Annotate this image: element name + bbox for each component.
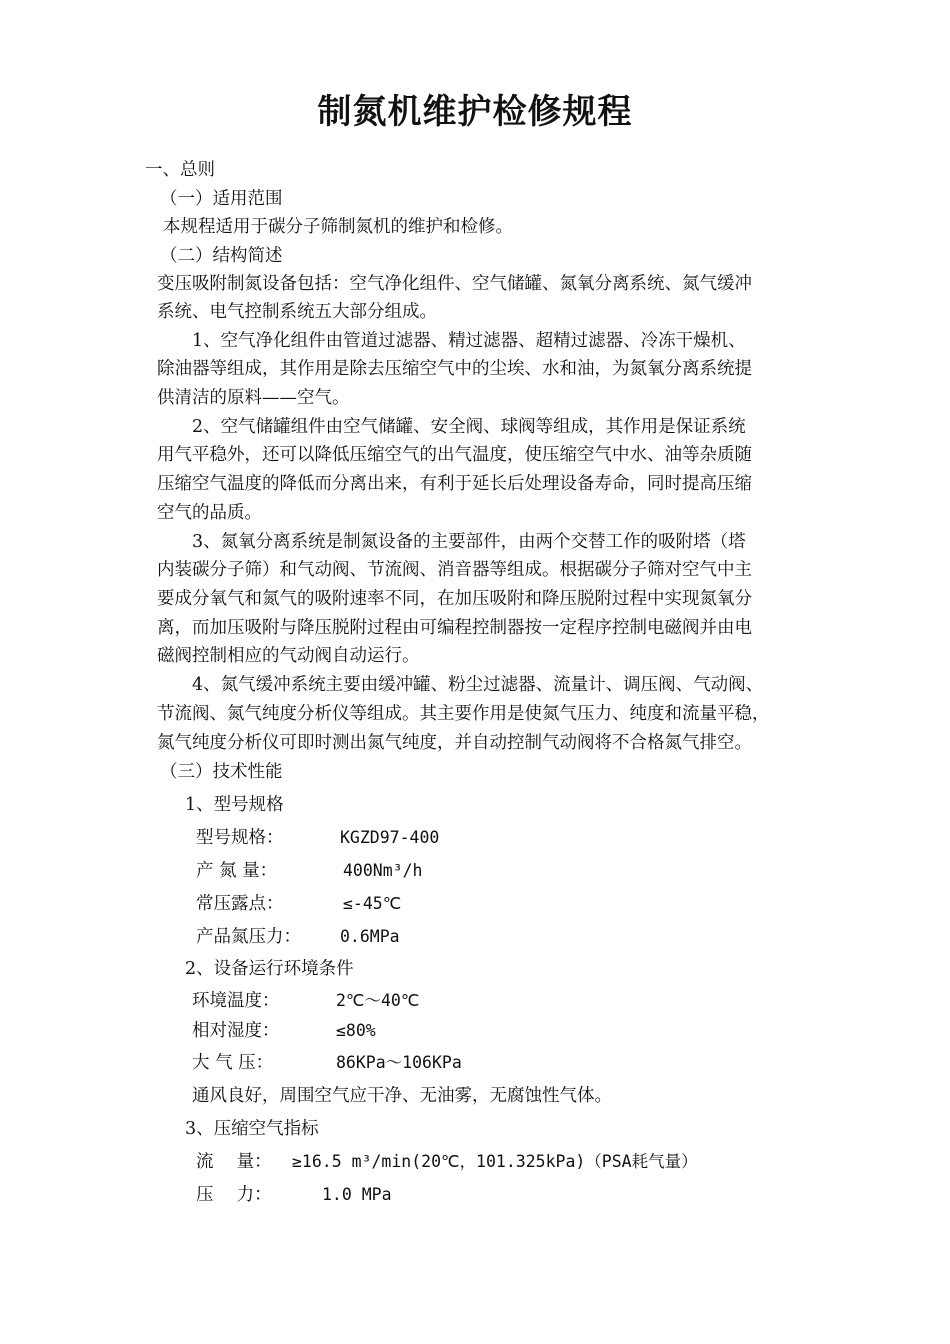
spec-label-dew-point: 常压露点：: [196, 894, 284, 914]
spec-value-model: KGZD97-400: [340, 828, 440, 847]
spec1-heading: 1、型号规格: [185, 795, 284, 815]
scope-text: 本规程适用于碳分子筛制氮机的维护和检修。: [163, 217, 513, 237]
spec-value-dew-point: ≤-45℃: [343, 894, 402, 913]
subheading-structure: （二）结构简述: [160, 246, 283, 266]
paragraph-2-line-1: 2、空气储罐组件由空气储罐、安全阀、球阀等组成，其作用是保证系统: [192, 417, 746, 437]
paragraph-2-line-3: 压缩空气温度的降低而分离出来，有利于延长后处理设备寿命，同时提高压缩: [157, 474, 752, 494]
spec-value-pressure: 1.0 MPa: [322, 1185, 392, 1204]
subheading-tech-performance: （三）技术性能: [160, 762, 283, 782]
paragraph-4-line-2: 节流阀、氮气纯度分析仪等组成。其主要作用是使氮气压力、纯度和流量平稳，: [157, 704, 770, 724]
spec-label-humidity: 相对湿度：: [192, 1021, 280, 1041]
paragraph-3-line-1: 3、氮氧分离系统是制氮设备的主要部件，由两个交替工作的吸附塔（塔: [192, 532, 746, 552]
spec2-heading: 2、设备运行环境条件: [185, 959, 354, 979]
paragraph-2-line-4: 空气的品质。: [157, 503, 262, 523]
paragraph-3-line-4: 离，而加压吸附与降压脱附过程由可编程控制器按一定程序控制电磁阀并由电: [157, 618, 752, 638]
spec3-heading: 3、压缩空气指标: [185, 1119, 319, 1139]
document-title: 制氮机维护检修规程: [317, 92, 633, 132]
intro-line-1: 变压吸附制氮设备包括：空气净化组件、空气储罐、氮氧分离系统、氮气缓冲: [157, 274, 752, 294]
paragraph-3-line-3: 要成分氧气和氮气的吸附速率不同，在加压吸附和降压脱附过程中实现氮氧分: [157, 589, 752, 609]
spec-label-pressure: 压 力：: [196, 1185, 272, 1205]
paragraph-1-line-2: 除油器等组成，其作用是除去压缩空气中的尘埃、水和油，为氮氧分离系统提: [157, 359, 752, 379]
paragraph-1-line-1: 1、空气净化组件由管道过滤器、精过滤器、超精过滤器、冷冻干燥机、: [192, 331, 746, 351]
paragraph-1-line-3: 供清洁的原料——空气。: [157, 388, 350, 408]
paragraph-4-line-1: 4、氮气缓冲系统主要由缓冲罐、粉尘过滤器、流量计、调压阀、气动阀、: [192, 675, 764, 695]
paragraph-2-line-2: 用气平稳外，还可以降低压缩空气的出气温度，使压缩空气中水、油等杂质随: [157, 445, 752, 465]
spec-value-flow: ≥16.5 m³/min(20℃，101.325kPa)（PSA耗气量）: [292, 1152, 698, 1171]
intro-line-2: 系统、电气控制系统五大部分组成。: [157, 302, 437, 322]
spec-label-ambient-temp: 环境温度：: [192, 991, 280, 1011]
spec-label-atm-pressure: 大 气 压：: [192, 1053, 274, 1073]
subheading-scope: （一）适用范围: [160, 189, 283, 209]
spec-value-humidity: ≤80%: [336, 1021, 376, 1040]
spec2-note: 通风良好，周围空气应干净、无油雾，无腐蚀性气体。: [192, 1086, 612, 1106]
spec-label-product-pressure: 产品氮压力：: [196, 927, 301, 947]
paragraph-3-line-5: 磁阀控制相应的气动阀自动运行。: [157, 646, 420, 666]
spec-value-product-pressure: 0.6MPa: [340, 927, 400, 946]
spec-value-ambient-temp: 2℃～40℃: [336, 991, 420, 1010]
spec-label-nitrogen-output: 产 氮 量：: [196, 861, 278, 881]
section-heading-general: 一、总则: [145, 160, 215, 180]
spec-value-atm-pressure: 86KPa～106KPa: [336, 1053, 462, 1072]
spec-label-flow: 流 量：: [196, 1152, 272, 1172]
spec-label-model: 型号规格：: [196, 828, 284, 848]
spec-value-nitrogen-output: 400Nm³/h: [343, 861, 423, 880]
paragraph-3-line-2: 内装碳分子筛）和气动阀、节流阀、消音器等组成。根据碳分子筛对空气中主: [157, 560, 752, 580]
paragraph-4-line-3: 氮气纯度分析仪可即时测出氮气纯度，并自动控制气动阀将不合格氮气排空。: [157, 733, 752, 753]
